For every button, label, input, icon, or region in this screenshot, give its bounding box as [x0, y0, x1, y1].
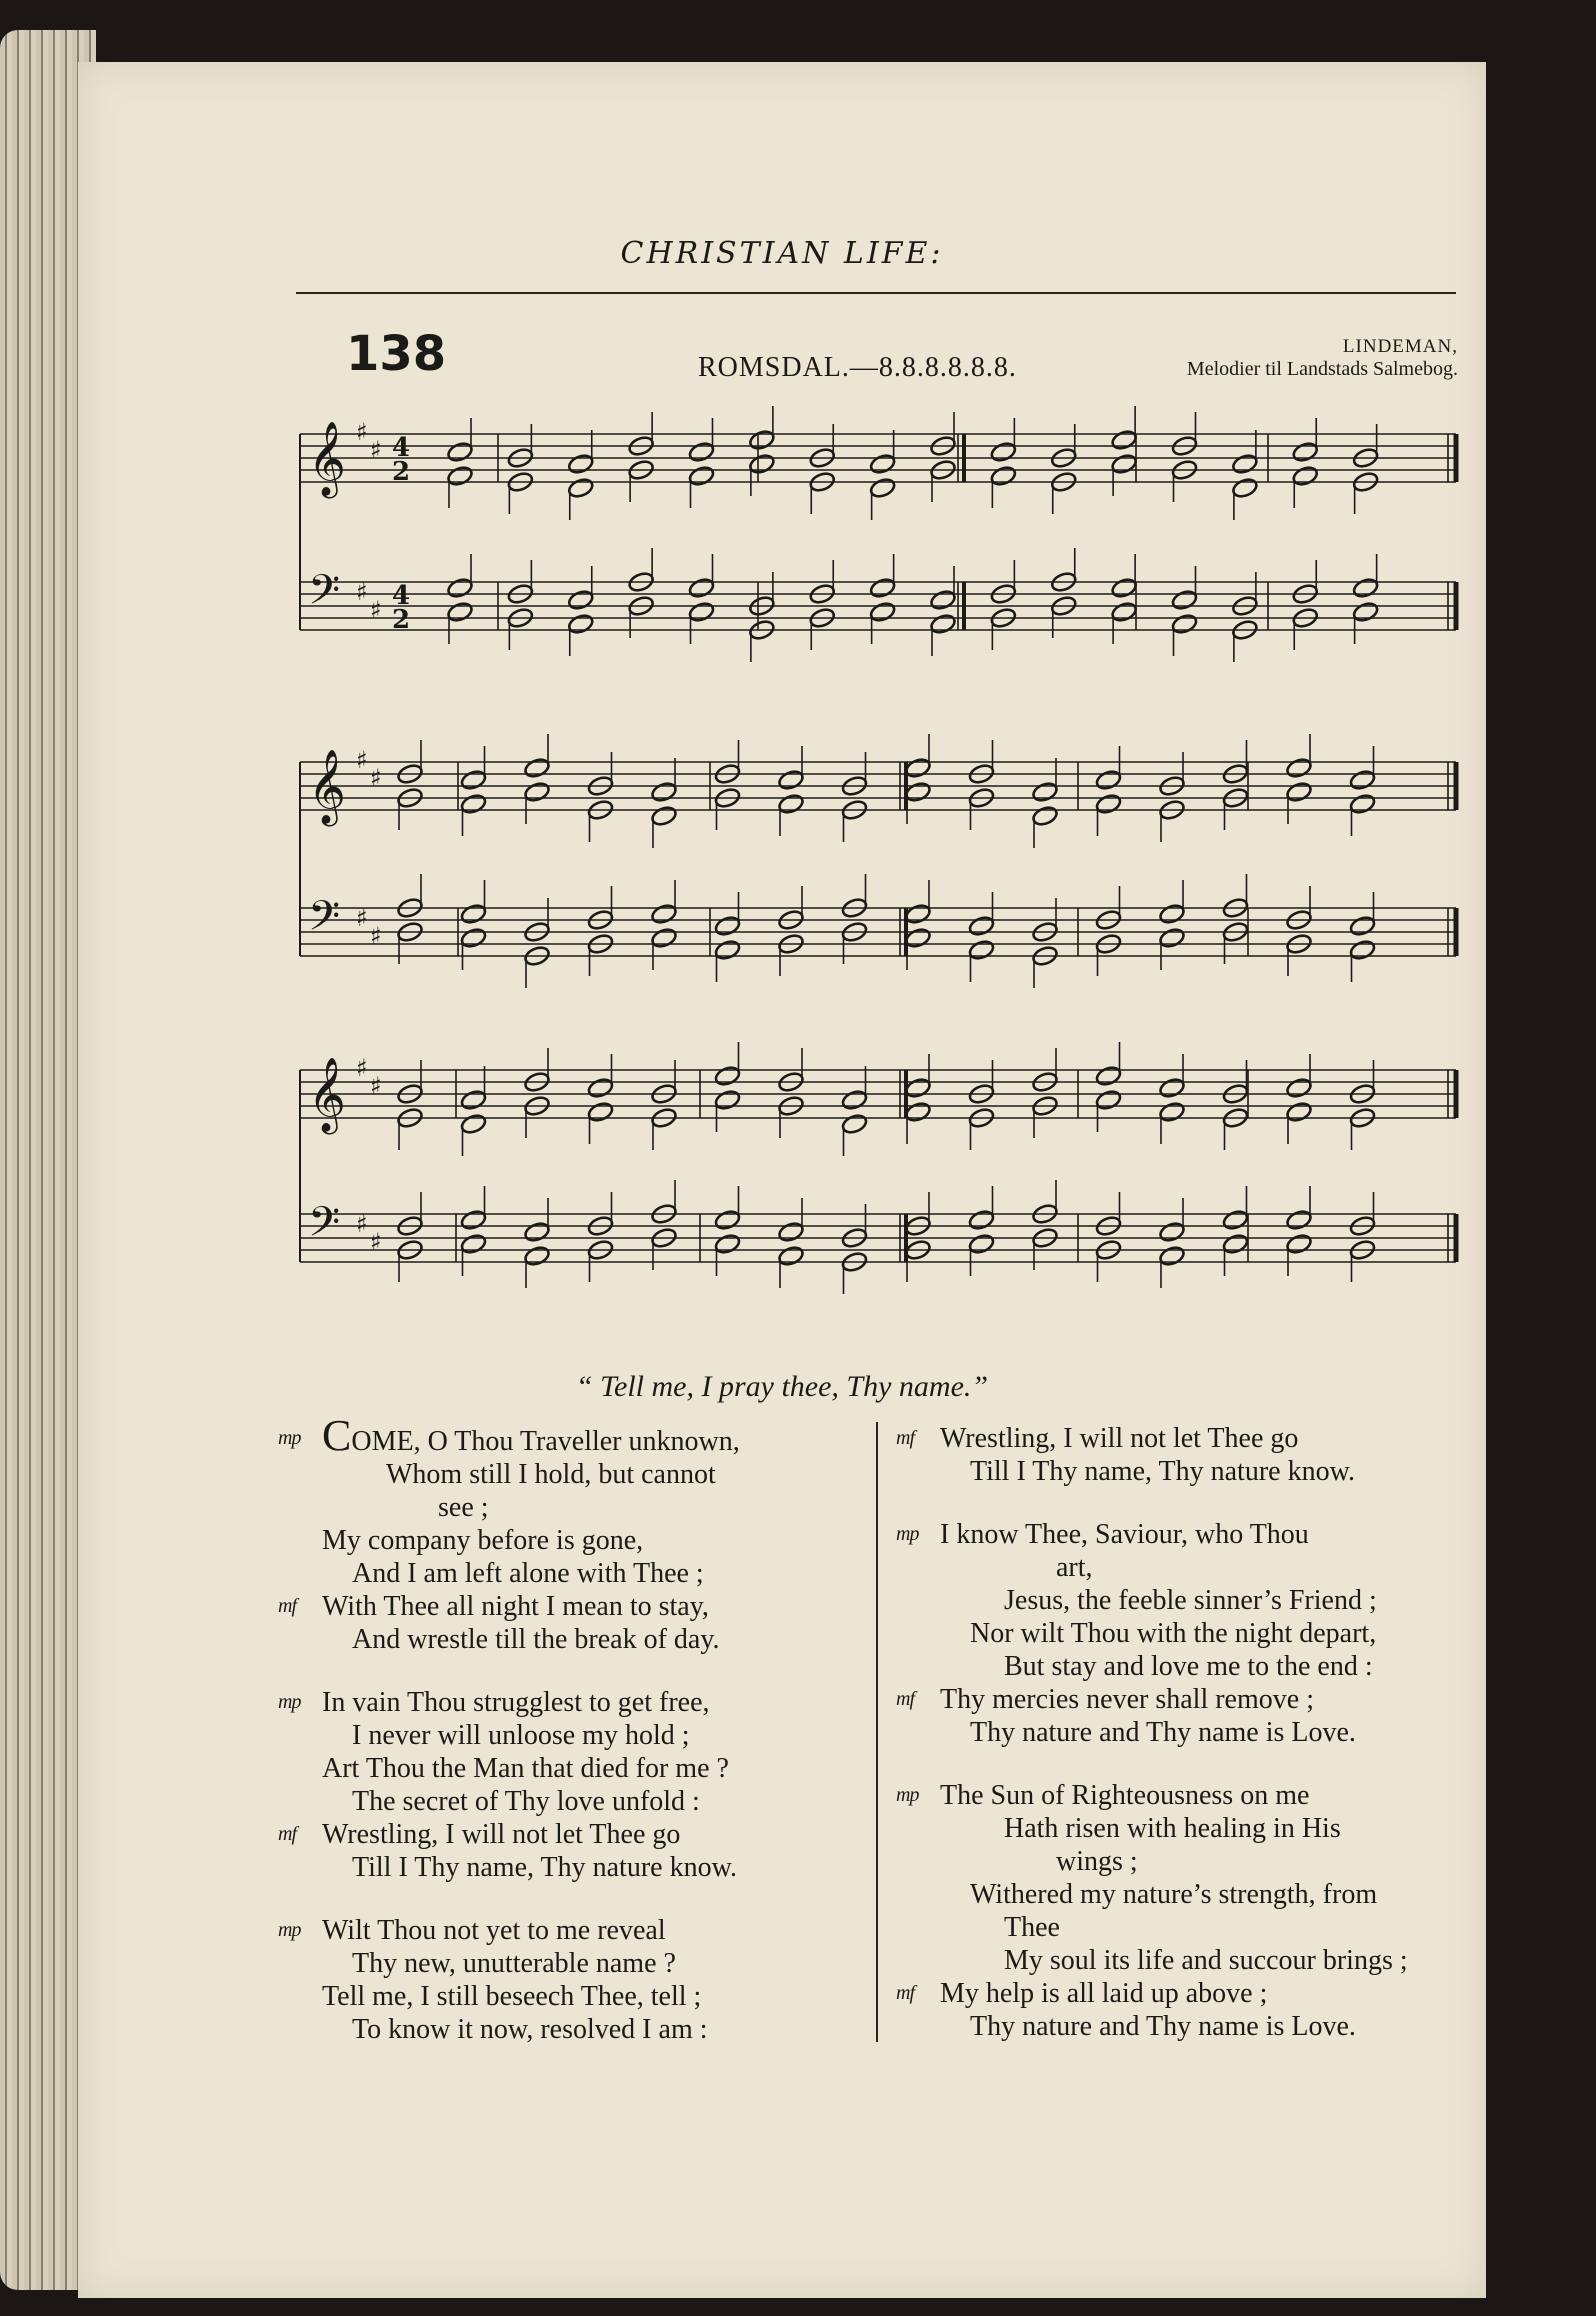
note-head [1285, 1209, 1313, 1232]
note-head [1095, 1065, 1123, 1088]
bass-clef-icon: 𝄢 [308, 892, 341, 950]
treble-clef-icon: 𝄞 [308, 422, 346, 496]
note-head [460, 927, 488, 950]
verse-line-text: I never will unloose my hold ; [352, 1720, 690, 1751]
note-head [1110, 577, 1138, 600]
note-head [1352, 601, 1380, 624]
verse-text [896, 1584, 1377, 1617]
note-head [904, 1101, 932, 1124]
note-head [523, 757, 551, 780]
verse-line [278, 1851, 868, 1884]
verse-text [896, 1911, 1060, 1944]
verse-line [278, 1491, 868, 1524]
time-signature-denominator: 2 [392, 605, 411, 635]
note-head [968, 1209, 996, 1232]
verse-line [278, 1590, 868, 1623]
note-head [567, 453, 595, 476]
verse-line [896, 1878, 1476, 1911]
note-head [904, 1077, 932, 1100]
note-head [1231, 453, 1259, 476]
stanza [896, 1779, 1476, 2043]
verse-text [278, 1719, 690, 1752]
note-head [1349, 793, 1377, 816]
time-signature-numerator: 4 [392, 433, 411, 463]
verse-text [278, 1623, 720, 1656]
note-head [714, 915, 742, 938]
note-head [989, 465, 1017, 488]
note-head [650, 927, 678, 950]
verse-line-text: Thy new, unutterable name ? [352, 1948, 676, 1979]
note-head [567, 477, 595, 500]
note-head [688, 441, 716, 464]
note-head [1291, 441, 1319, 464]
note-head [1349, 915, 1377, 938]
note-head [777, 793, 805, 816]
note-head [460, 1233, 488, 1256]
verse-line [896, 1422, 1476, 1455]
note-head [688, 577, 716, 600]
note-head [869, 577, 897, 600]
note-head [714, 1065, 742, 1088]
verse-line [896, 1812, 1476, 1845]
note-head [904, 781, 932, 804]
note-head [567, 613, 595, 636]
note-head [1158, 927, 1186, 950]
note-head [1285, 1233, 1313, 1256]
verse-text [896, 1422, 1298, 1455]
verse-line-text: Till I Thy name, Thy nature know. [352, 1852, 737, 1883]
verse-line-text: Thee [1004, 1912, 1060, 1943]
note-head [1031, 781, 1059, 804]
note-head [1110, 453, 1138, 476]
sharp-icon: ♯ [370, 1228, 382, 1256]
treble-clef-icon: 𝄞 [308, 1058, 346, 1132]
note-head [1222, 1209, 1250, 1232]
verse-line [896, 1845, 1476, 1878]
note-head [1291, 465, 1319, 488]
note-head [446, 441, 474, 464]
note-head [929, 613, 957, 636]
verse-line-text: My company before is gone, [322, 1525, 644, 1556]
note-head [446, 601, 474, 624]
sharp-icon: ♯ [356, 578, 368, 606]
note-head [777, 1245, 805, 1268]
dynamic-marking: mf [896, 1688, 914, 1710]
note-head [869, 453, 897, 476]
verse-text [278, 1818, 680, 1851]
note-head [1095, 1089, 1123, 1112]
verse-line [278, 1914, 868, 1947]
note-head [1158, 1077, 1186, 1100]
note-head [460, 1113, 488, 1136]
verse-line [278, 1818, 868, 1851]
running-title: CHRISTIAN LIFE: [620, 236, 944, 271]
note-head [1285, 1101, 1313, 1124]
verse-line [278, 1980, 868, 2013]
verses [278, 1411, 1468, 2122]
note-head [446, 577, 474, 600]
note-head [1349, 769, 1377, 792]
stanza [278, 1411, 868, 1656]
dynamic-marking: mf [896, 1427, 914, 1449]
dynamic-marking: mf [896, 1982, 914, 2004]
verse-line-text: Tell me, I still beseech Thee, tell ; [322, 1981, 702, 2012]
verse-line-text: Jesus, the feeble sinner’s Friend ; [1004, 1585, 1377, 1616]
note-head [650, 805, 678, 828]
verse-line-text: But stay and love me to the end : [1004, 1651, 1373, 1682]
verse-text [278, 1980, 701, 2013]
verse-text [278, 1524, 643, 1557]
verse-line-text: In vain Thou strugglest to get free, [322, 1687, 710, 1718]
verse-text [278, 1785, 700, 1818]
verse-line-text: Wrestling, I will not let Thee go [322, 1819, 681, 1850]
verse-line-text: art, [1056, 1552, 1093, 1583]
note-head [1285, 781, 1313, 804]
verse-line [278, 1524, 868, 1557]
note-head [1031, 805, 1059, 828]
drop-cap: C [322, 1411, 352, 1460]
verse-text [278, 1914, 666, 1947]
sharp-icon: ♯ [370, 1072, 382, 1100]
note-head [777, 1221, 805, 1244]
note-head [460, 1209, 488, 1232]
verse-text [896, 1878, 1377, 1911]
note-head [567, 589, 595, 612]
note-head [688, 465, 716, 488]
sharp-icon: ♯ [370, 596, 382, 624]
verse-line [278, 1785, 868, 1818]
note-head [748, 429, 776, 452]
note-head [714, 1209, 742, 1232]
verse-line [896, 1518, 1476, 1551]
note-head [714, 1233, 742, 1256]
note-head [460, 1089, 488, 1112]
verse-line [896, 1944, 1476, 1977]
dynamic-marking: mp [896, 1523, 919, 1545]
verse-line-text: And wrestle till the break of day. [352, 1624, 720, 1655]
verse-line-text: OME, O Thou Traveller unknown, [351, 1426, 740, 1457]
verse-text [278, 1411, 740, 1460]
verse-line [896, 1551, 1476, 1584]
note-head [748, 453, 776, 476]
verse-text [896, 1716, 1356, 1749]
dynamic-marking: mp [278, 1919, 301, 1941]
verse-line-text: Hath risen with healing in His [1004, 1813, 1341, 1844]
note-head [841, 1089, 869, 1112]
note-head [1222, 1233, 1250, 1256]
verse-line [896, 1716, 1476, 1749]
verse-line [278, 1458, 868, 1491]
verse-line-text: Thy mercies never shall remove ; [940, 1684, 1314, 1715]
verses-left-column [278, 1411, 868, 2076]
verse-line [896, 1779, 1476, 1812]
sharp-icon: ♯ [356, 418, 368, 446]
treble-clef-icon: 𝄞 [308, 750, 346, 824]
verse-line-text: Withered my nature’s strength, from [970, 1879, 1378, 1910]
verse-text [896, 1617, 1376, 1650]
verse-line [278, 1623, 868, 1656]
note-head [968, 939, 996, 962]
composer-source: Melodier til Landstads Salmebog. [1186, 358, 1458, 380]
verse-text [278, 1851, 737, 1884]
verse-line [896, 1977, 1476, 2010]
stanza [896, 1422, 1476, 1488]
note-head [587, 1077, 615, 1100]
verse-text [896, 1812, 1341, 1845]
verse-line-text: Wrestling, I will not let Thee go [940, 1423, 1299, 1454]
bass-clef-icon: 𝄢 [308, 566, 341, 624]
note-head [1158, 1101, 1186, 1124]
sharp-icon: ♯ [356, 1210, 368, 1238]
note-head [929, 589, 957, 612]
note-head [777, 769, 805, 792]
verse-line-text: Till I Thy name, Thy nature know. [970, 1456, 1355, 1487]
verse-text [896, 1518, 1309, 1551]
verse-line [278, 1411, 868, 1460]
note-head [1285, 757, 1313, 780]
note-head [1171, 589, 1199, 612]
note-head [968, 1233, 996, 1256]
verse-text [896, 1779, 1309, 1812]
note-head [1095, 793, 1123, 816]
verse-line-text: Art Thou the Man that died for me ? [322, 1753, 729, 1784]
verse-text [278, 1590, 709, 1623]
note-head [904, 903, 932, 926]
note-head [904, 757, 932, 780]
verse-line-text: With Thee all night I mean to stay, [322, 1591, 709, 1622]
verse-line [896, 1683, 1476, 1716]
verse-text [278, 1458, 716, 1491]
note-head [460, 769, 488, 792]
note-head [650, 903, 678, 926]
note-head [523, 781, 551, 804]
verse-line [278, 1686, 868, 1719]
stanza [278, 1686, 868, 1884]
sharp-icon: ♯ [370, 764, 382, 792]
note-head [1171, 613, 1199, 636]
verse-line [896, 2010, 1476, 2043]
hymnal-page [78, 62, 1486, 2298]
time-signature-numerator: 4 [392, 581, 411, 611]
note-head [1285, 1077, 1313, 1100]
verse-text [896, 1977, 1267, 2010]
verse-line [278, 2013, 868, 2046]
verse-line-text: The secret of Thy love unfold : [352, 1786, 700, 1817]
verse-line-text: And I am left alone with Thee ; [352, 1558, 704, 1589]
note-head [1110, 429, 1138, 452]
verse-text [278, 1947, 676, 1980]
verse-line [278, 1719, 868, 1752]
note-head [1158, 1221, 1186, 1244]
sharp-icon: ♯ [370, 922, 382, 950]
verse-line-text: Thy nature and Thy name is Love. [970, 2011, 1356, 2042]
verse-line [896, 1455, 1476, 1488]
verse-text [278, 2013, 708, 2046]
note-head [904, 927, 932, 950]
verse-text [278, 1491, 489, 1524]
sharp-icon: ♯ [356, 1054, 368, 1082]
stanza [278, 1914, 868, 2046]
note-head [446, 465, 474, 488]
dynamic-marking: mp [278, 1691, 301, 1713]
dynamic-marking: mp [278, 1427, 301, 1449]
verse-text [896, 1683, 1314, 1716]
note-head [688, 601, 716, 624]
verse-line [278, 1752, 868, 1785]
verse-text [896, 2010, 1356, 2043]
time-signature-denominator: 2 [392, 457, 411, 487]
hymn-number: 138 [346, 326, 447, 382]
dynamic-marking: mf [278, 1595, 296, 1617]
composer-name: LINDEMAN, [1342, 336, 1458, 357]
note-head [460, 903, 488, 926]
verse-line-text: My help is all laid up above ; [940, 1978, 1268, 2009]
note-head [1158, 1245, 1186, 1268]
note-head [587, 1101, 615, 1124]
verse-line-text: see ; [438, 1492, 489, 1523]
verse-line-text: To know it now, resolved I am : [352, 2014, 708, 2045]
sharp-icon: ♯ [370, 436, 382, 464]
verse-line [896, 1911, 1476, 1944]
verse-line-text: Nor wilt Thou with the night depart, [970, 1618, 1377, 1649]
verse-text [896, 1455, 1355, 1488]
note-head [1095, 769, 1123, 792]
note-head [714, 1089, 742, 1112]
note-head [714, 939, 742, 962]
verse-line-text: Wilt Thou not yet to me reveal [322, 1915, 666, 1946]
note-head [1349, 939, 1377, 962]
verse-text [278, 1557, 704, 1590]
verse-line-text: My soul its life and succour brings ; [1004, 1945, 1408, 1976]
note-head [1231, 477, 1259, 500]
column-rule [876, 1422, 878, 2042]
verse-line [896, 1617, 1476, 1650]
verse-line-text: I know Thee, Saviour, who Thou [940, 1519, 1309, 1550]
note-head [989, 441, 1017, 464]
verse-line [278, 1947, 868, 1980]
verse-line-text: wings ; [1056, 1846, 1138, 1877]
dynamic-marking: mf [278, 1823, 296, 1845]
verse-text [896, 1551, 1093, 1584]
verse-line [278, 1557, 868, 1590]
verse-text [278, 1686, 710, 1719]
sharp-icon: ♯ [356, 904, 368, 932]
verse-line-text: Thy nature and Thy name is Love. [970, 1717, 1356, 1748]
note-head [841, 1113, 869, 1136]
note-head [650, 781, 678, 804]
verse-line [896, 1650, 1476, 1683]
music-score [78, 62, 1486, 1462]
bass-clef-icon: 𝄢 [308, 1198, 341, 1256]
note-head [869, 477, 897, 500]
verse-text [896, 1944, 1408, 1977]
verse-text [896, 1845, 1138, 1878]
sharp-icon: ♯ [356, 746, 368, 774]
note-head [1352, 577, 1380, 600]
note-head [460, 793, 488, 816]
verses-right-column [896, 1422, 1476, 2073]
tune-name: ROMSDAL.—8.8.8.8.8.8. [698, 352, 1017, 383]
note-head [968, 915, 996, 938]
verse-line-text: The Sun of Righteousness on me [940, 1780, 1310, 1811]
note-head [1158, 903, 1186, 926]
note-head [523, 1221, 551, 1244]
verse-line-text: Whom still I hold, but cannot [386, 1459, 716, 1490]
stanza [896, 1518, 1476, 1749]
verse-text [896, 1650, 1373, 1683]
dynamic-marking: mp [896, 1784, 919, 1806]
verse-text [278, 1752, 729, 1785]
verse-line [896, 1584, 1476, 1617]
note-head [523, 1245, 551, 1268]
note-head [869, 601, 897, 624]
hymn-caption: “ Tell me, I pray thee, Thy name.” [575, 1370, 989, 1403]
note-head [1110, 601, 1138, 624]
